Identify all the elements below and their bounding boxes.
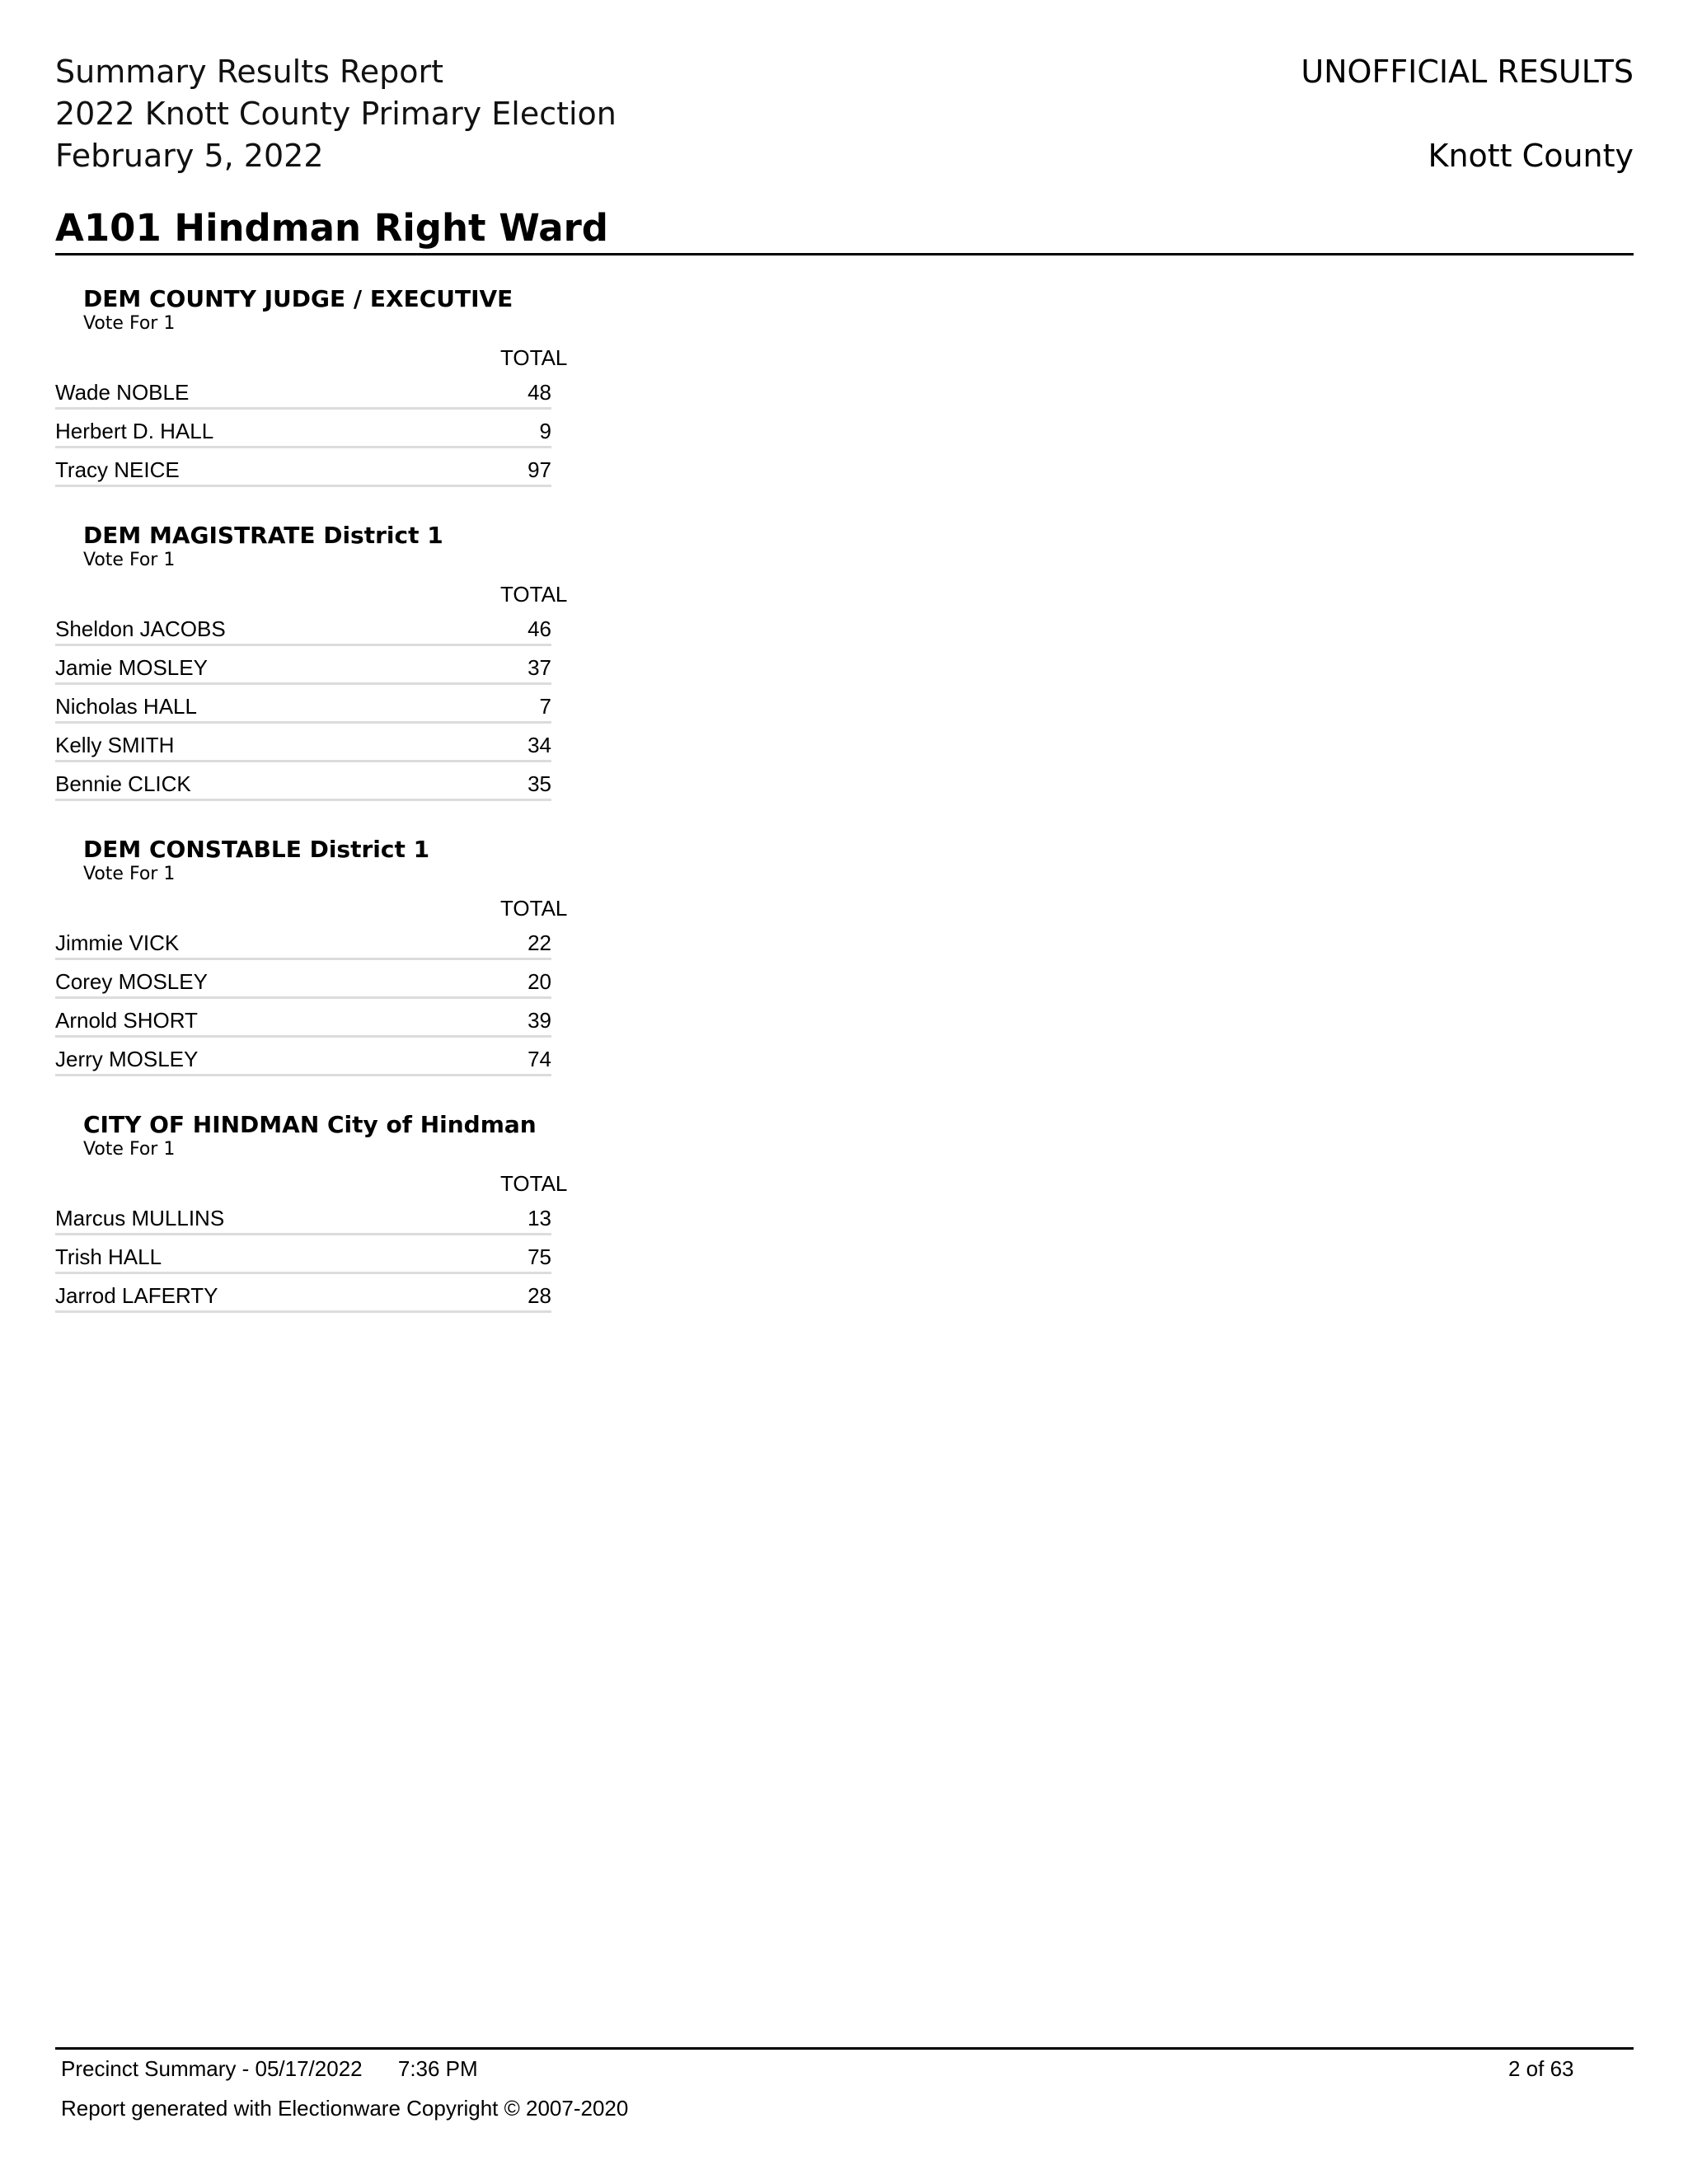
candidate-total: 35 xyxy=(528,771,551,796)
page-number: 2 of 63 xyxy=(1508,2056,1574,2081)
vote-for-label: Vote For 1 xyxy=(83,1139,176,1160)
candidate-row xyxy=(55,649,551,688)
candidate-name: Herbert D. HALL xyxy=(55,419,214,443)
row-divider xyxy=(55,1233,551,1235)
candidate-total: 46 xyxy=(528,616,551,641)
candidate-total: 9 xyxy=(539,419,551,443)
vote-for-label: Vote For 1 xyxy=(83,864,176,884)
candidate-list xyxy=(55,611,551,804)
row-divider xyxy=(55,996,551,999)
candidate-row xyxy=(55,963,551,1002)
vote-for-label: Vote For 1 xyxy=(83,550,176,570)
row-divider xyxy=(55,760,551,762)
candidate-total: 74 xyxy=(528,1047,551,1071)
candidate-name: Sheldon JACOBS xyxy=(55,616,226,641)
total-column-header: TOTAL xyxy=(500,1171,568,1196)
candidate-name: Wade NOBLE xyxy=(55,380,190,405)
candidate-row xyxy=(55,766,551,804)
row-divider xyxy=(55,1035,551,1038)
row-divider xyxy=(55,485,551,487)
candidate-name: Jimmie VICK xyxy=(55,930,180,955)
candidate-name: Trish HALL xyxy=(55,1244,162,1269)
candidate-row xyxy=(55,452,551,490)
total-column-header: TOTAL xyxy=(500,345,568,370)
candidate-name: Tracy NEICE xyxy=(55,457,180,482)
candidate-list xyxy=(55,1200,551,1316)
candidate-total: 22 xyxy=(528,930,551,955)
candidate-total: 34 xyxy=(528,733,551,757)
row-divider xyxy=(55,1074,551,1076)
candidate-name: Nicholas HALL xyxy=(55,694,197,719)
candidate-row xyxy=(55,1002,551,1041)
candidate-name: Jarrod LAFERTY xyxy=(55,1283,218,1308)
footer-report-date: Precinct Summary - 05/17/2022 xyxy=(61,2056,363,2081)
candidate-row xyxy=(55,413,551,452)
candidate-row xyxy=(55,1277,551,1316)
precinct-title: A101 Hindman Right Ward xyxy=(55,206,609,250)
row-divider xyxy=(55,1310,551,1313)
report-heading xyxy=(55,51,617,177)
candidate-name: Arnold SHORT xyxy=(55,1008,198,1033)
jurisdiction-name: Knott County xyxy=(1428,138,1634,174)
candidate-name: Jerry MOSLEY xyxy=(55,1047,199,1071)
total-column-header: TOTAL xyxy=(500,582,568,607)
footer-copyright: Report generated with Electionware Copyright © 2007-2020 xyxy=(61,2096,629,2121)
election-name: 2022 Knott County Primary Election xyxy=(55,96,617,132)
candidate-total: 7 xyxy=(539,694,551,719)
candidate-name: Kelly SMITH xyxy=(55,733,175,757)
results-status: UNOFFICIAL RESULTS xyxy=(1301,54,1634,90)
candidate-list xyxy=(55,925,551,1080)
candidate-row xyxy=(55,727,551,766)
candidate-total: 48 xyxy=(528,380,551,405)
footer-report-time: 7:36 PM xyxy=(397,2056,478,2081)
report-title: Summary Results Report xyxy=(55,54,443,90)
row-divider xyxy=(55,407,551,410)
candidate-row xyxy=(55,374,551,413)
row-divider xyxy=(55,446,551,448)
candidate-row xyxy=(55,688,551,727)
row-divider xyxy=(55,682,551,685)
contest-name: CITY OF HINDMAN City of Hindman xyxy=(83,1111,537,1138)
row-divider xyxy=(55,644,551,646)
row-divider xyxy=(55,721,551,724)
candidate-list xyxy=(55,374,551,490)
candidate-row xyxy=(55,1239,551,1277)
candidate-name: Bennie CLICK xyxy=(55,771,191,796)
candidate-total: 97 xyxy=(528,457,551,482)
candidate-row xyxy=(55,1041,551,1080)
contest-name: DEM CONSTABLE District 1 xyxy=(83,836,430,863)
candidate-name: Marcus MULLINS xyxy=(55,1206,225,1230)
row-divider xyxy=(55,958,551,960)
row-divider xyxy=(55,799,551,801)
contest-name: DEM MAGISTRATE District 1 xyxy=(83,522,443,549)
title-divider xyxy=(55,253,1634,255)
candidate-total: 37 xyxy=(528,655,551,680)
candidate-total: 39 xyxy=(528,1008,551,1033)
candidate-name: Jamie MOSLEY xyxy=(55,655,208,680)
election-date: February 5, 2022 xyxy=(55,138,324,174)
candidate-row xyxy=(55,1200,551,1239)
candidate-total: 13 xyxy=(528,1206,551,1230)
total-column-header: TOTAL xyxy=(500,896,568,921)
contest-name: DEM COUNTY JUDGE / EXECUTIVE xyxy=(83,285,513,312)
candidate-name: Corey MOSLEY xyxy=(55,969,208,994)
footer-report-info xyxy=(61,2055,478,2082)
vote-for-label: Vote For 1 xyxy=(83,313,176,334)
candidate-total: 75 xyxy=(528,1244,551,1269)
row-divider xyxy=(55,1272,551,1274)
page-header xyxy=(55,51,1634,176)
candidate-total: 20 xyxy=(528,969,551,994)
footer-divider xyxy=(55,2047,1634,2050)
candidate-total: 28 xyxy=(528,1283,551,1308)
candidate-row xyxy=(55,611,551,649)
candidate-row xyxy=(55,925,551,963)
